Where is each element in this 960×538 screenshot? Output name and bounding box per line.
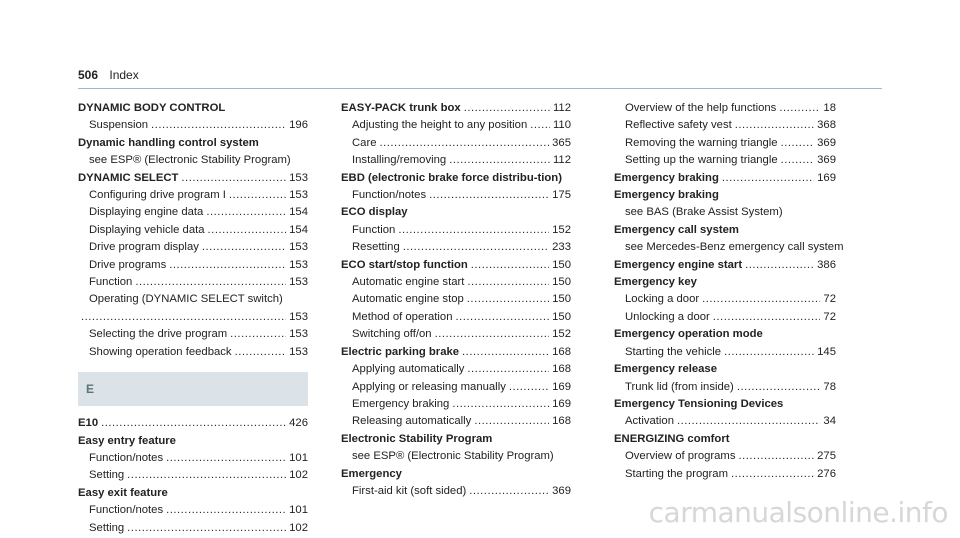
leader-dots [206, 205, 286, 220]
page-reference[interactable]: 153 [289, 345, 308, 358]
index-heading: ECO display [341, 206, 408, 219]
index-subentry[interactable] [341, 136, 571, 151]
entry-label: Emergency braking [614, 171, 719, 184]
entry-label: Switching off/on [352, 328, 432, 341]
page-reference[interactable]: 152 [552, 328, 571, 341]
index-heading: DYNAMIC BODY CONTROL [78, 102, 226, 114]
index-heading: Dynamic handling control system [78, 136, 259, 149]
page-reference[interactable]: 153 [289, 258, 308, 271]
index-subentry[interactable] [614, 310, 836, 325]
page-reference[interactable]: 18 [823, 102, 836, 114]
page-reference[interactable]: 150 [552, 258, 571, 271]
index-subentry[interactable] [614, 345, 836, 360]
page-reference[interactable]: 275 [817, 450, 836, 463]
section-letter-band: E [78, 372, 308, 406]
index-heading-entry[interactable] [614, 171, 836, 186]
page-reference[interactable]: 168 [552, 345, 571, 358]
leader-dots [739, 449, 815, 464]
leader-dots [471, 258, 549, 273]
index-subentry[interactable] [341, 240, 571, 255]
entry-label: DYNAMIC SELECT [78, 171, 179, 184]
index-subentry[interactable] [341, 327, 571, 342]
leader-dots [467, 362, 549, 377]
page-number: 506 [78, 68, 99, 82]
index-column-2 [341, 101, 571, 501]
index-heading: Emergency release [614, 363, 717, 376]
leader-dots [467, 292, 549, 307]
index-subentry[interactable] [341, 380, 571, 395]
page-reference[interactable]: 110 [552, 119, 571, 132]
page-reference[interactable]: 153 [289, 241, 308, 254]
index-heading: Emergency braking [614, 189, 719, 202]
entry-label: Selecting the drive program [89, 328, 228, 341]
index-subentry[interactable] [341, 292, 571, 307]
leader-dots [731, 467, 814, 482]
index-subentry[interactable] [614, 153, 836, 168]
index-heading-entry[interactable] [78, 171, 308, 186]
index-heading: ENERGIZING comfort [614, 432, 730, 445]
index-heading-entry[interactable] [78, 416, 308, 431]
page-reference[interactable]: 34 [823, 415, 836, 428]
page-reference[interactable]: 168 [552, 363, 571, 376]
entry-label: Installing/removing [352, 154, 447, 167]
index-heading: Emergency [341, 467, 402, 480]
index-subentry[interactable] [614, 467, 836, 482]
entry-label: Reflective safety vest [625, 119, 732, 132]
index-subentry[interactable] [78, 205, 308, 220]
page-reference[interactable]: 153 [289, 189, 308, 202]
entry-label: Activation [625, 415, 674, 428]
entry-label: Starting the vehicle [625, 345, 722, 358]
leader-dots [181, 171, 286, 186]
leader-dots [166, 503, 286, 518]
leader-dots [781, 153, 815, 168]
leader-dots [166, 451, 286, 466]
entry-label: Emergency engine start [614, 258, 743, 271]
entry-label: EASY-PACK trunk box [341, 102, 461, 114]
entry-label: Function/notes [89, 451, 164, 464]
page-reference[interactable]: 153 [289, 171, 308, 184]
index-subentry[interactable] [78, 258, 308, 273]
entry-label: Function/notes [89, 504, 164, 517]
leader-dots [403, 240, 549, 255]
index-subentry[interactable] [614, 380, 836, 395]
entry-label: Electric parking brake [341, 345, 460, 358]
leader-dots [456, 310, 550, 325]
index-heading: Easy exit feature [78, 486, 168, 499]
page-reference[interactable]: 72 [823, 310, 836, 323]
page-reference[interactable]: 102 [289, 521, 308, 534]
page-reference[interactable]: 426 [289, 417, 308, 430]
entry-label: Suspension [89, 119, 149, 132]
entry-label: Setting [89, 469, 125, 482]
watermark-logo: carmanualsonline.info [648, 496, 948, 529]
entry-label: Adjusting the height to any position [352, 119, 528, 132]
entry-label: Displaying engine data [89, 206, 204, 219]
entry-label: Function [89, 276, 133, 289]
leader-dots [781, 136, 815, 151]
page-reference[interactable]: 365 [552, 136, 571, 149]
page-reference[interactable]: 369 [552, 484, 571, 497]
entry-label: Displaying vehicle data [89, 223, 205, 236]
page-reference[interactable]: 168 [552, 415, 571, 428]
page-reference[interactable]: 145 [817, 345, 836, 358]
index-subentry[interactable] [614, 449, 836, 464]
index-subentry[interactable] [341, 275, 571, 290]
index-heading-entry[interactable] [341, 258, 571, 273]
page-reference[interactable]: 154 [289, 206, 308, 219]
entry-label: First-aid kit (soft sided) [352, 484, 467, 497]
leader-dots [722, 171, 814, 186]
index-subentry[interactable] [341, 484, 571, 499]
entry-label: Releasing automatically [352, 415, 472, 428]
entry-label: Removing the warning triangle [625, 136, 778, 149]
leader-dots [127, 521, 286, 536]
entry-label: Unlocking a door [625, 310, 710, 323]
index-heading-entry[interactable] [614, 258, 836, 273]
index-subentry[interactable] [78, 521, 308, 536]
entry-label: Applying automatically [352, 363, 465, 376]
leader-dots [169, 258, 286, 273]
page-reference[interactable]: 233 [552, 241, 571, 254]
page-reference[interactable]: 112 [552, 102, 571, 114]
index-heading-entry[interactable] [341, 101, 571, 116]
page-reference[interactable]: 150 [552, 310, 571, 323]
leader-dots [462, 345, 549, 360]
index-subentry[interactable] [341, 223, 571, 238]
page-reference[interactable]: 369 [817, 154, 836, 167]
leader-dots [530, 118, 550, 133]
leader-dots [151, 118, 286, 133]
index-heading: Electronic Stability Program [341, 432, 493, 445]
page-section-title: Index [109, 68, 139, 82]
index-subentry[interactable] [78, 310, 308, 325]
page-reference[interactable]: 153 [289, 328, 308, 341]
leader-dots [452, 397, 549, 412]
index-subentry[interactable] [78, 345, 308, 360]
entry-label: Setting up the warning triangle [625, 154, 778, 167]
page-reference[interactable]: 276 [817, 467, 836, 480]
index-heading: EBD (electronic brake force distribu-tion) [341, 171, 562, 184]
index-subentry[interactable] [78, 451, 308, 466]
entry-label: Resetting [352, 241, 400, 254]
leader-dots [779, 101, 820, 116]
index-subentry[interactable] [614, 292, 836, 307]
index-subentry[interactable] [78, 188, 308, 203]
header-divider [78, 88, 882, 89]
index-heading-entry[interactable] [341, 345, 571, 360]
entry-label: Overview of the help functions [625, 102, 777, 114]
cross-reference: Operating (DYNAMIC SELECT switch) [89, 293, 283, 306]
index-subentry[interactable] [78, 223, 308, 238]
page-reference[interactable]: 386 [817, 258, 836, 271]
entry-label: Starting the program [625, 467, 728, 480]
leader-dots [509, 380, 549, 395]
leader-dots [735, 118, 814, 133]
cross-reference: see ESP® (Electronic Stability Program) [352, 450, 554, 463]
index-heading: Easy entry feature [78, 434, 176, 447]
entry-label: Drive programs [89, 258, 167, 271]
index-subentry[interactable] [614, 414, 836, 429]
leader-dots [449, 153, 550, 168]
page-reference[interactable]: 196 [289, 119, 308, 132]
index-subentry[interactable] [78, 118, 308, 133]
page-reference[interactable]: 153 [289, 310, 308, 323]
index-subentry[interactable] [341, 310, 571, 325]
index-subentry[interactable] [341, 397, 571, 412]
page-reference[interactable]: 72 [823, 293, 836, 306]
leader-dots [713, 310, 821, 325]
page-reference[interactable]: 78 [823, 380, 836, 393]
leader-dots [235, 345, 287, 360]
leader-dots [127, 468, 286, 483]
entry-label: Applying or releasing manually [352, 380, 506, 393]
leader-dots [208, 223, 287, 238]
page-reference[interactable]: 150 [552, 276, 571, 289]
index-subentry[interactable] [341, 188, 571, 203]
index-subentry[interactable] [614, 101, 836, 116]
page-reference[interactable]: 152 [552, 223, 571, 236]
entry-label: Setting [89, 521, 125, 534]
index-heading: Emergency call system [614, 223, 739, 236]
leader-dots [724, 345, 814, 360]
leader-dots [467, 275, 549, 290]
leader-dots [464, 101, 550, 116]
leader-dots [702, 292, 820, 307]
entry-label: Method of operation [352, 310, 453, 323]
page-reference[interactable]: 175 [552, 189, 571, 202]
page-reference[interactable]: 101 [289, 504, 308, 517]
page-reference[interactable]: 169 [552, 397, 571, 410]
page-reference[interactable]: 101 [289, 451, 308, 464]
index-subentry[interactable] [78, 468, 308, 483]
page-reference[interactable]: 102 [289, 469, 308, 482]
entry-label: E10 [78, 417, 99, 430]
entry-label: Locking a door [625, 293, 700, 306]
index-heading: Emergency key [614, 276, 697, 289]
entry-label: Function [352, 223, 396, 236]
index-subentry[interactable] [614, 118, 836, 133]
leader-dots [380, 136, 550, 151]
leader-dots [135, 275, 286, 290]
leader-dots [677, 414, 820, 429]
entry-label: Function/notes [352, 189, 427, 202]
leader-dots [230, 327, 286, 342]
page-reference[interactable]: 368 [817, 119, 836, 132]
index-subentry[interactable] [78, 327, 308, 342]
index-subentry[interactable] [341, 153, 571, 168]
leader-dots [81, 310, 286, 325]
index-subentry[interactable] [78, 240, 308, 255]
entry-label: ECO start/stop function [341, 258, 468, 271]
entry-label: Automatic engine stop [352, 293, 464, 306]
leader-dots [229, 188, 286, 203]
entry-label: Care [352, 136, 377, 149]
leader-dots [101, 416, 286, 431]
index-subentry[interactable] [78, 503, 308, 518]
entry-label: Overview of programs [625, 450, 736, 463]
page-reference[interactable]: 169 [817, 171, 836, 184]
index-column-3 [614, 101, 844, 484]
index-subentry[interactable] [614, 136, 836, 151]
index-subentry[interactable] [341, 362, 571, 377]
index-subentry[interactable] [78, 275, 308, 290]
entry-label: Drive program display [89, 241, 199, 254]
page-reference[interactable]: 153 [289, 276, 308, 289]
index-heading: Emergency operation mode [614, 328, 763, 341]
index-subentry[interactable] [341, 414, 571, 429]
entry-label: Trunk lid (from inside) [625, 380, 734, 393]
leader-dots [469, 484, 549, 499]
leader-dots [745, 258, 814, 273]
leader-dots [474, 414, 549, 429]
cross-reference: see BAS (Brake Assist System) [625, 206, 783, 219]
entry-label: Showing operation feedback [89, 345, 232, 358]
page-reference[interactable]: 169 [552, 380, 571, 393]
cross-reference: see ESP® (Electronic Stability Program) [89, 154, 291, 167]
entry-label: Emergency braking [352, 397, 450, 410]
page-reference[interactable]: 369 [817, 136, 836, 149]
index-column-1 [78, 101, 308, 538]
cross-reference: see Mercedes-Benz emergency call system [625, 241, 844, 254]
page-reference[interactable]: 112 [552, 154, 571, 167]
page-header [78, 68, 139, 82]
page-reference[interactable]: 154 [289, 223, 308, 236]
index-heading: Emergency Tensioning Devices [614, 397, 784, 410]
leader-dots [435, 327, 550, 342]
index-subentry[interactable] [341, 118, 571, 133]
leader-dots [429, 188, 549, 203]
leader-dots [202, 240, 286, 255]
page-reference[interactable]: 150 [552, 293, 571, 306]
entry-label: Configuring drive program I [89, 189, 226, 202]
leader-dots [737, 380, 821, 395]
entry-label: Automatic engine start [352, 276, 465, 289]
leader-dots [398, 223, 549, 238]
